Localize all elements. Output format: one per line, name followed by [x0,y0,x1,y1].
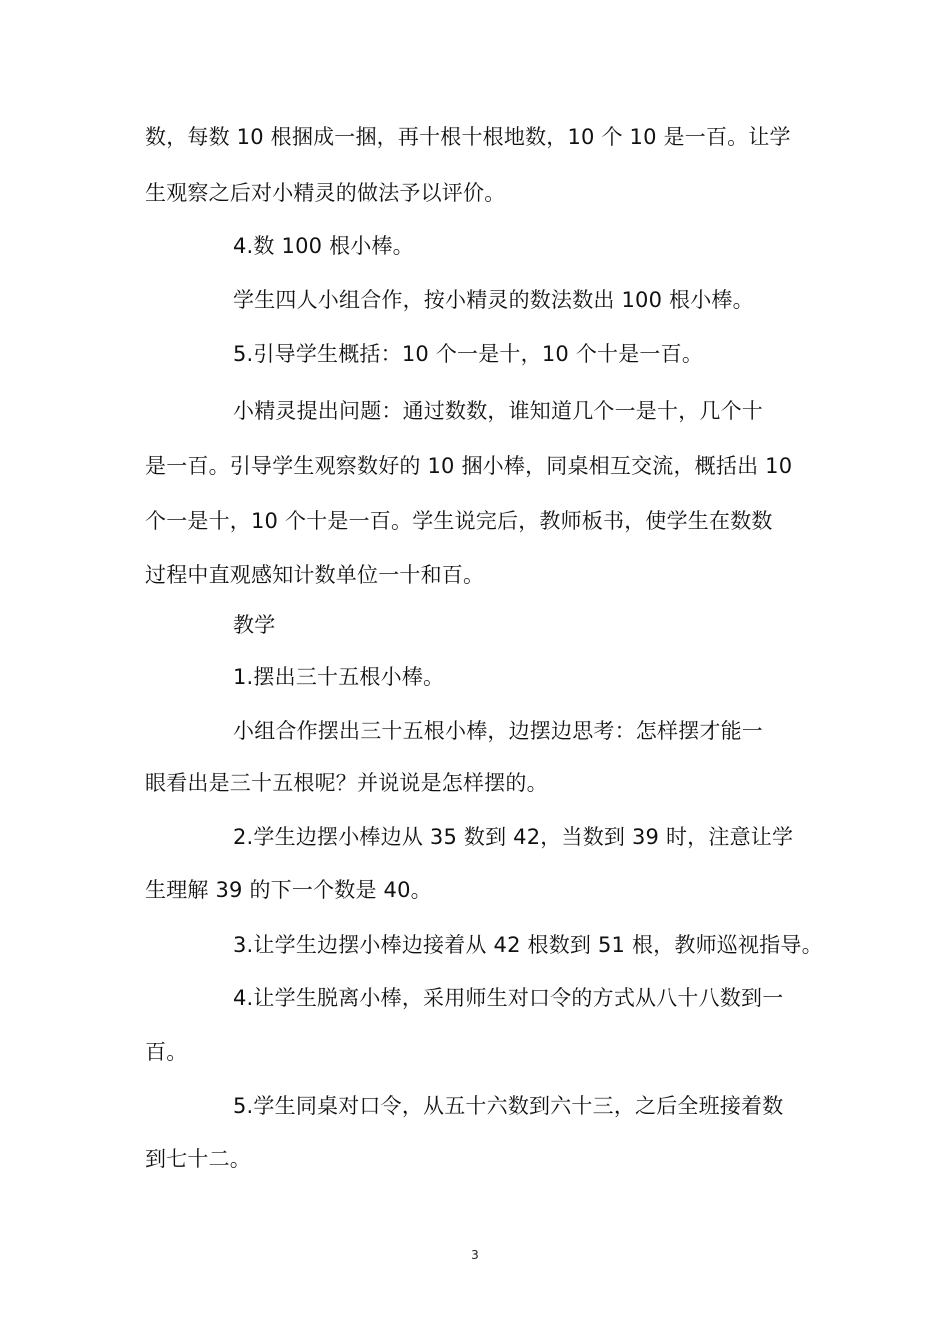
text-line: 1.摆出三十五根小棒。 [233,665,445,689]
text-line: 3.让学生边摆小棒边接着从 42 根数到 51 根，教师巡视指导。 [233,933,823,957]
text-line: 百。 [145,1040,188,1064]
text-line: 生理解 39 的下一个数是 40。 [145,878,432,902]
text-line: 5.学生同桌对口令，从五十六数到六十三，之后全班接着数 [233,1094,784,1118]
text-line: 4.让学生脱离小棒，采用师生对口令的方式从八十八数到一 [233,986,784,1010]
text-line: 学生四人小组合作，按小精灵的数法数出 100 根小棒。 [233,288,754,312]
text-line: 教学 [233,613,276,637]
text-line: 2.学生边摆小棒边从 35 数到 42，当数到 39 时，注意让学 [233,825,794,849]
text-line: 生观察之后对小精灵的做法予以评价。 [145,181,506,205]
text-line: 4.数 100 根小棒。 [233,234,414,258]
text-line: 小精灵提出问题：通过数数，谁知道几个一是十，几个十 [233,399,763,423]
page-number: 3 [471,1248,479,1262]
text-line: 个一是十，10 个十是一百。学生说完后，教师板书，使学生在数数 [145,509,773,533]
text-line: 到七十二。 [145,1147,251,1171]
text-line: 5.引导学生概括：10 个一是十，10 个十是一百。 [233,342,704,366]
text-line: 是一百。引导学生观察数好的 10 捆小棒，同桌相互交流，概括出 10 [145,454,793,478]
text-line: 数，每数 10 根捆成一捆，再十根十根地数，10 个 10 是一百。让学 [145,125,791,149]
text-line: 小组合作摆出三十五根小棒，边摆边思考：怎样摆才能一 [233,719,763,743]
text-line: 过程中直观感知计数单位一十和百。 [145,563,485,587]
text-line: 眼看出是三十五根呢？并说说是怎样摆的。 [145,771,548,795]
